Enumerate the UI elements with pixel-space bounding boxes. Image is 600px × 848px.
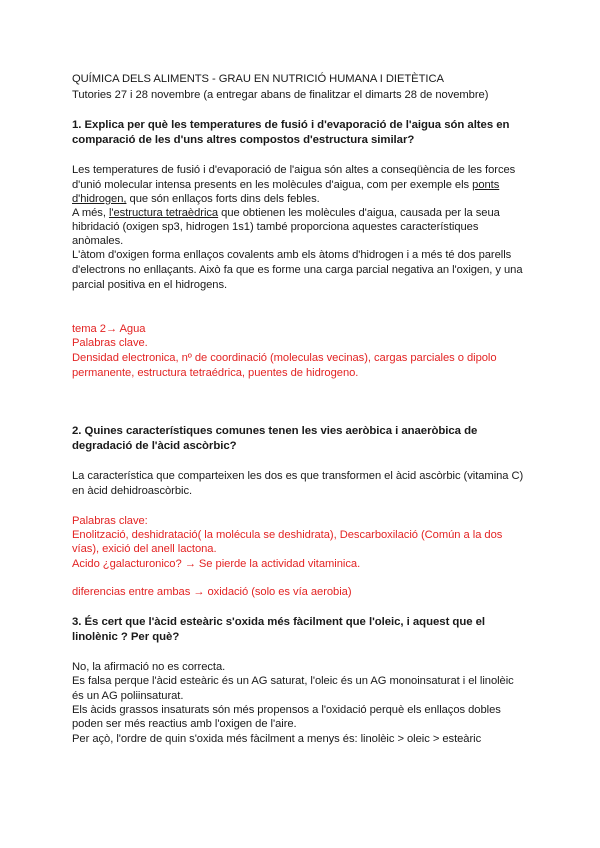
answer-1-line <box>72 192 320 206</box>
answer-1-line: d'electrons no enllaçants. Això fa que es forme una carga parcial negativa an l'oxigen, y una <box>72 264 523 276</box>
notes-1-line: Palabras clave. <box>72 337 148 349</box>
notes-2-line: Acido ¿galacturonico? → Se pierde la actividad vitaminica. <box>72 558 361 570</box>
notes-2-differences: diferencias entre ambas → oxidació (solo es vía aerobia) <box>72 586 352 598</box>
answer-1-line <box>72 206 500 220</box>
notes-2-line: Palabras clave: <box>72 515 148 527</box>
question-1-line-2: comparació de les d'uns altres compostos d'estructura similar? <box>72 134 415 146</box>
answer-3-line: No, la afirmació no es correcta. <box>72 661 226 673</box>
notes-1-line: permanente, estructura tetraédrica, puentes de hidrogeno. <box>72 367 359 379</box>
notes-1-line: tema 2→ Agua <box>72 323 146 335</box>
answer-3-line: Els àcids grassos insaturats són més propensos a l'oxidació perquè els enllaços dobles <box>72 704 501 716</box>
answer-3-line: és un AG poliinsaturat. <box>72 690 184 702</box>
underlined-term-ponts: ponts <box>472 179 500 191</box>
notes-2-line: Enolització, deshidratació( la molécula se deshidrata), Descarboxilació (Común a la dos <box>72 529 503 541</box>
answer-3-line: Per açò, l'ordre de quin s'oxida més fàcilment a menys és: linolèic > oleic > esteàric <box>72 733 482 745</box>
document-subtitle: Tutories 27 i 28 novembre (a entregar abans de finalitzar el dimarts 28 de novembre) <box>72 89 489 101</box>
answer-2-line: en àcid dehidroascòrbic. <box>72 485 193 497</box>
answer-1-line: parcial positiva en el hidrogens. <box>72 279 228 291</box>
answer-3-line: Es falsa perque l'àcid esteàric és un AG saturat, l'oleic és un AG monoinsaturat i el linolèic <box>72 675 514 687</box>
question-3-line-2: linolènic ? Per què? <box>72 631 180 643</box>
document-title: QUÍMICA DELS ALIMENTS - GRAU EN NUTRICIÓ HUMANA I DIETÈTICA <box>72 73 444 85</box>
underlined-term-hidrogen: d'hidrogen, <box>72 193 127 205</box>
answer-1-line: anòmales. <box>72 235 124 247</box>
answer-1-line <box>72 178 499 192</box>
question-2-line-2: degradació de l'àcid ascòrbic? <box>72 440 237 452</box>
notes-1-line: Densidad electronica, nº de coordinació (moleculas vecinas), cargas parciales o dipolo <box>72 352 497 364</box>
answer-1-text: d'unió molecular intensa presents en les molècules d'aigua, com per exemple els <box>72 179 473 191</box>
answer-1-line: Les temperatures de fusió i d'evaporació de l'aigua són altes a conseqüència de les forces <box>72 164 516 176</box>
question-1-line-1: 1. Explica per què les temperatures de fusió i d'evaporació de l'aigua són altes en <box>72 119 510 131</box>
underlined-term-estructura: l'estructura tetraèdrica <box>108 207 219 219</box>
answer-3-line: poden ser més reactius amb l'oxigen de l'aire. <box>72 718 297 730</box>
question-3-line-1: 3. És cert que l'àcid esteàric s'oxida més fàcilment que l'oleic, i aquest que el <box>72 616 486 628</box>
answer-2-line: La característica que comparteixen les dos es que transformen el àcid ascòrbic (vitamina C) <box>72 470 524 482</box>
answer-1-text: que són enllaços forts dins dels febles. <box>126 193 320 205</box>
answer-1-text: que obtienen les molècules d'aigua, causada per la seua <box>218 207 500 219</box>
notes-2-line: vías), exició del anell lactona. <box>72 543 217 555</box>
answer-1-text: A més, <box>72 207 109 219</box>
answer-1-line: L'àtom d'oxigen forma enllaços covalents amb els àtoms d'hidrogen i a més té dos parells <box>72 249 512 261</box>
answer-1-line: hibridació (oxigen sp3, hidrogen 1s1) també proporciona aquestes característiques <box>72 221 479 233</box>
question-2-line-1: 2. Quines característiques comunes tenen les vies aeròbica i anaeròbica de <box>72 425 478 437</box>
